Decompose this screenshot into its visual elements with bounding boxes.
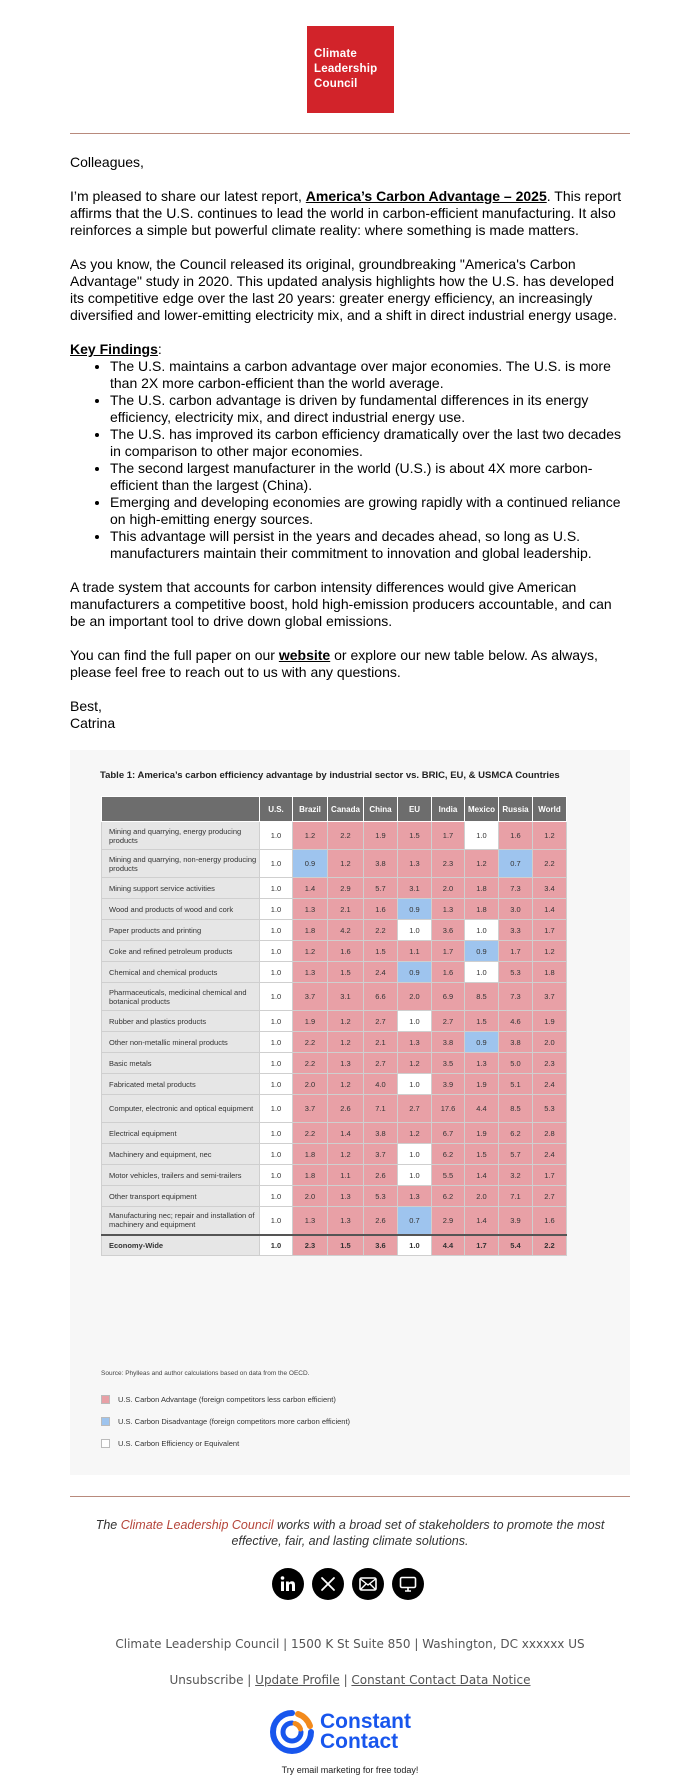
table-cell: 3.3 <box>499 920 533 941</box>
key-findings-list <box>70 358 630 562</box>
table-cell: 1.0 <box>260 1074 293 1095</box>
table-cell: 1.9 <box>465 1123 499 1144</box>
paragraph-trade: A trade system that accounts for carbon intensity differences would give American manufacturers a competitive boost, hold high-emission producers accountable, and can be an important tool to drive down global emissions. <box>70 579 612 629</box>
finding-item: • This advantage will persist in the years and decades ahead, so long as U.S. manufacturers maintain their commitment to innovation and global leadership. <box>110 528 630 562</box>
sector-label: Rubber and plastics products <box>102 1011 260 1032</box>
table-cell: 1.3 <box>293 899 328 920</box>
data-notice-link[interactable]: Constant Contact Data Notice <box>351 1673 531 1687</box>
email-body <box>70 154 630 732</box>
paragraph-website <box>70 647 630 681</box>
table-cell: 3.7 <box>364 1144 398 1165</box>
table-cell: 6.2 <box>432 1186 465 1207</box>
table-row <box>102 850 567 878</box>
table-cell: 1.2 <box>293 941 328 962</box>
table-cell: 3.5 <box>432 1053 465 1074</box>
table-cell: 1.4 <box>293 878 328 899</box>
table-cell: 1.8 <box>465 878 499 899</box>
table-header-country: U.S. <box>260 797 293 822</box>
table-cell: 3.4 <box>533 878 567 899</box>
table-row <box>102 1074 567 1095</box>
table-cell: 1.0 <box>398 1144 432 1165</box>
table-cell: 2.7 <box>364 1053 398 1074</box>
sector-label: Other transport equipment <box>102 1186 260 1207</box>
table-cell: 6.2 <box>499 1123 533 1144</box>
table-cell: 1.6 <box>499 822 533 850</box>
link-separator: | <box>339 1673 352 1687</box>
table-cell: 3.6 <box>432 920 465 941</box>
table-cell: 2.0 <box>293 1074 328 1095</box>
table-cell: 1.7 <box>465 1235 499 1256</box>
table-cell: 1.0 <box>398 1074 432 1095</box>
sector-label: Pharmaceuticals, medicinal chemical and botanical products <box>102 983 260 1011</box>
table-cell: 0.7 <box>398 1207 432 1235</box>
table-cell: 1.0 <box>260 1186 293 1207</box>
table-cell: 7.1 <box>364 1095 398 1123</box>
table-cell: 3.8 <box>364 1123 398 1144</box>
table-cell: 1.6 <box>432 962 465 983</box>
table-cell: 1.0 <box>260 1144 293 1165</box>
table-cell: 1.0 <box>260 1032 293 1053</box>
table-cell: 2.7 <box>364 1011 398 1032</box>
legend-equivalent <box>101 1439 239 1448</box>
table-header-sector <box>102 797 260 822</box>
key-findings-title: Key Findings <box>70 341 158 357</box>
table-cell: 1.0 <box>398 1235 432 1256</box>
report-link[interactable]: America’s Carbon Advantage – 2025 <box>305 188 547 204</box>
table-cell: 3.7 <box>533 983 567 1011</box>
table-cell: 1.3 <box>398 1032 432 1053</box>
table-cell: 1.0 <box>260 962 293 983</box>
table-cell: 2.2 <box>293 1053 328 1074</box>
table-cell: 1.2 <box>328 1074 364 1095</box>
table-cell: 2.0 <box>398 983 432 1011</box>
table-header-country: World <box>533 797 567 822</box>
table-cell: 0.9 <box>293 850 328 878</box>
legend-label: U.S. Carbon Advantage (foreign competitors less carbon efficient) <box>118 1395 336 1404</box>
table-source: Source: Phylleas and author calculations based on data from the OECD. <box>101 1370 310 1377</box>
table-cell: 5.3 <box>364 1186 398 1207</box>
table-cell: 2.6 <box>364 1207 398 1235</box>
table-row <box>102 1186 567 1207</box>
table-cell: 2.4 <box>533 1074 567 1095</box>
table-cell: 2.2 <box>364 920 398 941</box>
table-row <box>102 1207 567 1235</box>
table-cell: 1.2 <box>328 1144 364 1165</box>
legend-advantage <box>101 1395 336 1404</box>
table-cell: 1.0 <box>260 899 293 920</box>
table-cell: 2.2 <box>293 1123 328 1144</box>
table-cell: 4.4 <box>432 1235 465 1256</box>
table-cell: 2.0 <box>533 1032 567 1053</box>
table-cell: 1.0 <box>260 941 293 962</box>
table-cell: 2.1 <box>328 899 364 920</box>
table-cell: 1.0 <box>260 1011 293 1032</box>
table-cell: 1.7 <box>432 941 465 962</box>
table-cell: 1.2 <box>328 1032 364 1053</box>
table-row <box>102 1165 567 1186</box>
table-cell: 2.0 <box>293 1186 328 1207</box>
link-separator: | <box>243 1673 256 1687</box>
table-cell: 1.2 <box>328 1011 364 1032</box>
table-cell: 6.6 <box>364 983 398 1011</box>
table-cell: 5.7 <box>499 1144 533 1165</box>
table-cell: 1.7 <box>533 1165 567 1186</box>
table-cell: 5.7 <box>364 878 398 899</box>
legend-label: U.S. Carbon Disadvantage (foreign competitors more carbon efficient) <box>118 1417 351 1426</box>
cc-line-2: Contact <box>320 1730 399 1753</box>
table-cell: 1.2 <box>293 822 328 850</box>
table-cell: 1.5 <box>398 822 432 850</box>
table-cell: 2.7 <box>432 1011 465 1032</box>
header-divider <box>70 133 630 134</box>
table-cell: 2.4 <box>533 1144 567 1165</box>
table-cell: 17.6 <box>432 1095 465 1123</box>
table-cell: 0.7 <box>499 850 533 878</box>
table-cell: 2.0 <box>432 878 465 899</box>
sector-label: Economy-Wide <box>102 1235 260 1256</box>
table-row <box>102 822 567 850</box>
table-cell: 1.8 <box>465 899 499 920</box>
table-cell: 1.0 <box>398 920 432 941</box>
table-cell: 4.0 <box>364 1074 398 1095</box>
table-cell: 1.8 <box>533 962 567 983</box>
table-cell: 5.3 <box>533 1095 567 1123</box>
table-cell: 7.3 <box>499 983 533 1011</box>
table-cell: 3.9 <box>432 1074 465 1095</box>
table-cell: 6.9 <box>432 983 465 1011</box>
table-cell: 1.5 <box>364 941 398 962</box>
table-cell: 1.8 <box>293 920 328 941</box>
table-cell: 1.0 <box>260 1235 293 1256</box>
table-cell: 1.9 <box>293 1011 328 1032</box>
table-cell: 2.8 <box>533 1123 567 1144</box>
signature: Catrina <box>70 715 116 731</box>
finding-item: • The U.S. maintains a carbon advantage over major economies. The U.S. is more than 2X more carbon-efficient than the world average. <box>110 358 630 392</box>
table-cell: 6.2 <box>432 1144 465 1165</box>
table-title: Table 1: America’s carbon efficiency advantage by industrial sector vs. BRIC, EU, & USMCA Countries <box>100 770 560 781</box>
table-header-country: Mexico <box>465 797 499 822</box>
sector-label: Computer, electronic and optical equipment <box>102 1095 260 1123</box>
footer-org-name: Climate Leadership Council <box>120 1518 274 1532</box>
table-cell: 1.0 <box>260 850 293 878</box>
cc-line-1: Constant <box>320 1710 411 1733</box>
website-text-end: or explore our new table below. As always, please feel free to reach out to us with any questions. <box>70 647 598 680</box>
table-cell: 3.2 <box>499 1165 533 1186</box>
table-row <box>102 920 567 941</box>
table-cell: 2.2 <box>293 1032 328 1053</box>
table-row <box>102 1235 567 1256</box>
table-header-country: India <box>432 797 465 822</box>
greeting: Colleagues, <box>70 154 144 170</box>
sector-label: Mining and quarrying, energy producing products <box>102 822 260 850</box>
table-cell: 1.1 <box>328 1165 364 1186</box>
table-header-country: Canada <box>328 797 364 822</box>
table-cell: 3.0 <box>499 899 533 920</box>
legend-disadvantage <box>101 1417 350 1426</box>
sector-label: Chemical and chemical products <box>102 962 260 983</box>
table-cell: 3.9 <box>499 1207 533 1235</box>
table-cell: 1.7 <box>432 822 465 850</box>
linkedin-icon[interactable] <box>272 1568 304 1600</box>
constant-contact-wordmark <box>320 1712 411 1752</box>
key-findings-colon: : <box>157 341 162 357</box>
table-row <box>102 1123 567 1144</box>
table-header-row <box>102 797 567 822</box>
table-cell: 1.2 <box>533 941 567 962</box>
table-cell: 1.9 <box>364 822 398 850</box>
carbon-table-image <box>70 750 630 1475</box>
finding-item: • The U.S. has improved its carbon efficiency dramatically over the last two decades in comparison to other major economies. <box>110 426 630 460</box>
table-cell: 4.4 <box>465 1095 499 1123</box>
climate-leadership-council-logo[interactable] <box>307 26 394 113</box>
table-cell: 5.1 <box>499 1074 533 1095</box>
social-links <box>272 1568 424 1600</box>
table-cell: 2.2 <box>533 850 567 878</box>
unsubscribe-link[interactable]: Unsubscribe <box>169 1673 244 1687</box>
signoff: Best, <box>70 698 102 714</box>
table-header-country: Russia <box>499 797 533 822</box>
sector-label: Mining support service activities <box>102 878 260 899</box>
constant-contact-logo[interactable] <box>270 1707 435 1757</box>
table-cell: 1.3 <box>398 850 432 878</box>
sector-label: Motor vehicles, trailers and semi-trailers <box>102 1165 260 1186</box>
update-profile-link[interactable]: Update Profile <box>255 1673 340 1687</box>
table-cell: 5.0 <box>499 1053 533 1074</box>
table-cell: 1.3 <box>432 899 465 920</box>
table-cell: 1.3 <box>328 1053 364 1074</box>
website-icon[interactable] <box>392 1568 424 1600</box>
table-cell: 1.0 <box>465 822 499 850</box>
table-cell: 1.0 <box>260 1207 293 1235</box>
table-cell: 2.6 <box>328 1095 364 1123</box>
table-cell: 3.1 <box>398 878 432 899</box>
table-cell: 1.0 <box>260 822 293 850</box>
table-cell: 1.0 <box>398 1165 432 1186</box>
table-row <box>102 1095 567 1123</box>
table-cell: 1.0 <box>260 920 293 941</box>
table-cell: 7.3 <box>499 878 533 899</box>
finding-item: • The U.S. carbon advantage is driven by fundamental differences in its energy efficiency, electricity mix, and direct industrial energy use. <box>110 392 630 426</box>
table-cell: 0.9 <box>398 962 432 983</box>
sector-label: Coke and refined petroleum products <box>102 941 260 962</box>
table-cell: 1.2 <box>398 1053 432 1074</box>
table-cell: 1.0 <box>260 1053 293 1074</box>
footer-address: Climate Leadership Council | 1500 K St Suite 850 | Washington, DC xxxxxx US <box>115 1637 585 1651</box>
table-header-country: China <box>364 797 398 822</box>
table-cell: 1.3 <box>465 1053 499 1074</box>
table-cell: 1.3 <box>398 1186 432 1207</box>
footer-links <box>70 1673 630 1687</box>
table-cell: 1.2 <box>398 1123 432 1144</box>
table-cell: 0.9 <box>398 899 432 920</box>
sector-label: Basic metals <box>102 1053 260 1074</box>
table-row <box>102 962 567 983</box>
table-cell: 3.7 <box>293 983 328 1011</box>
table-cell: 1.0 <box>260 983 293 1011</box>
paragraph-intro <box>70 188 630 239</box>
table-cell: 1.3 <box>293 1207 328 1235</box>
table-cell: 8.5 <box>465 983 499 1011</box>
table-cell: 5.4 <box>499 1235 533 1256</box>
footer-divider <box>70 1496 630 1497</box>
table-cell: 2.9 <box>328 878 364 899</box>
table-cell: 1.1 <box>398 941 432 962</box>
table-cell: 1.6 <box>328 941 364 962</box>
table-cell: 2.0 <box>465 1186 499 1207</box>
table-cell: 7.1 <box>499 1186 533 1207</box>
table-cell: 1.0 <box>260 1095 293 1123</box>
table-cell: 3.8 <box>499 1032 533 1053</box>
sector-label: Machinery and equipment, nec <box>102 1144 260 1165</box>
finding-item: • Emerging and developing economies are growing rapidly with a continued reliance on high-emitting energy sources. <box>110 494 630 528</box>
sector-label: Manufacturing nec; repair and installation of machinery and equipment <box>102 1207 260 1235</box>
table-cell: 1.3 <box>328 1207 364 1235</box>
table-cell: 1.0 <box>465 962 499 983</box>
sector-label: Paper products and printing <box>102 920 260 941</box>
table-cell: 2.3 <box>432 850 465 878</box>
table-cell: 8.5 <box>499 1095 533 1123</box>
table-cell: 3.8 <box>364 850 398 878</box>
legend-swatch-disadvantage <box>101 1417 110 1426</box>
key-findings-heading <box>70 341 630 358</box>
sector-label: Wood and products of wood and cork <box>102 899 260 920</box>
legend-swatch-equivalent <box>101 1439 110 1448</box>
logo-line-2: Leadership <box>314 63 378 75</box>
logo-line-1: Climate <box>314 48 357 60</box>
table-row <box>102 1053 567 1074</box>
table-cell: 2.4 <box>364 962 398 983</box>
x-icon[interactable] <box>312 1568 344 1600</box>
paragraph-background: As you know, the Council released its original, groundbreaking "America's Carbon Advantage" study in 2020. This updated analysis highlights how the U.S. has developed its competitive edge over the last 20 years: greater energy efficiency, an increasingly diversified and lower-emitting electricity mix, and a shift in direct industrial energy usage. <box>70 256 618 323</box>
table-cell: 0.9 <box>465 941 499 962</box>
table-cell: 1.3 <box>328 1186 364 1207</box>
table-cell: 1.0 <box>260 1123 293 1144</box>
table-cell: 1.4 <box>328 1123 364 1144</box>
table-cell: 1.6 <box>364 899 398 920</box>
table-cell: 1.6 <box>533 1207 567 1235</box>
table-cell: 1.9 <box>533 1011 567 1032</box>
sector-label: Mining and quarrying, non-energy producing products <box>102 850 260 878</box>
table-row <box>102 983 567 1011</box>
table-row <box>102 899 567 920</box>
table-cell: 1.8 <box>293 1165 328 1186</box>
website-link[interactable]: website <box>278 647 331 663</box>
table-row <box>102 1032 567 1053</box>
table-cell: 3.7 <box>293 1095 328 1123</box>
table-cell: 1.2 <box>465 850 499 878</box>
table-row <box>102 941 567 962</box>
legend-swatch-advantage <box>101 1395 110 1404</box>
table-cell: 4.2 <box>328 920 364 941</box>
table-row <box>102 878 567 899</box>
table-cell: 2.2 <box>328 822 364 850</box>
table-cell: 1.8 <box>293 1144 328 1165</box>
table-cell: 1.4 <box>533 899 567 920</box>
logo-line-3: Council <box>314 78 358 90</box>
table-cell: 1.3 <box>293 962 328 983</box>
table-body <box>102 822 567 1256</box>
website-text-start: You can find the full paper on our <box>70 647 279 663</box>
table-cell: 1.2 <box>533 822 567 850</box>
intro-text-end: . This report affirms that the U.S. continues to lead the world in carbon-efficient manufacturing. It also reinforces a simple but powerful climate reality: where something is made matters. <box>70 188 622 238</box>
table-cell: 5.3 <box>499 962 533 983</box>
table-cell: 1.5 <box>328 1235 364 1256</box>
sector-label: Electrical equipment <box>102 1123 260 1144</box>
table-cell: 1.4 <box>465 1165 499 1186</box>
intro-text-start: I’m pleased to share our latest report, <box>70 188 306 204</box>
table-cell: 1.5 <box>465 1144 499 1165</box>
table-cell: 3.1 <box>328 983 364 1011</box>
footer-rest: works with a broad set of stakeholders to promote the most effective, fair, and lasting climate solutions. <box>231 1518 605 1548</box>
constant-contact-mark-icon <box>270 1710 314 1754</box>
constant-contact-tagline[interactable]: Try email marketing for free today! <box>281 1765 419 1775</box>
table-cell: 1.5 <box>328 962 364 983</box>
table-cell: 2.7 <box>533 1186 567 1207</box>
finding-item: • The second largest manufacturer in the world (U.S.) is about 4X more carbon-efficient than the largest (China). <box>110 460 630 494</box>
sector-label: Fabricated metal products <box>102 1074 260 1095</box>
table-cell: 2.2 <box>533 1235 567 1256</box>
table-cell: 3.8 <box>432 1032 465 1053</box>
table-cell: 1.7 <box>533 920 567 941</box>
table-cell: 1.7 <box>499 941 533 962</box>
table-cell: 2.7 <box>398 1095 432 1123</box>
table-cell: 1.4 <box>465 1207 499 1235</box>
table-cell: 1.0 <box>398 1011 432 1032</box>
table-cell: 1.0 <box>260 1165 293 1186</box>
legend-label: U.S. Carbon Efficiency or Equivalent <box>118 1439 240 1448</box>
sector-label: Other non-metallic mineral products <box>102 1032 260 1053</box>
table-cell: 5.5 <box>432 1165 465 1186</box>
footer-mission <box>70 1517 630 1549</box>
table-row <box>102 1011 567 1032</box>
email-icon[interactable] <box>352 1568 384 1600</box>
table-cell: 2.1 <box>364 1032 398 1053</box>
table-cell: 4.6 <box>499 1011 533 1032</box>
table-cell: 1.0 <box>465 920 499 941</box>
table-cell: 2.9 <box>432 1207 465 1235</box>
table-cell: 1.5 <box>465 1011 499 1032</box>
table-row <box>102 1144 567 1165</box>
footer-lead: The <box>95 1518 121 1532</box>
table-cell: 3.6 <box>364 1235 398 1256</box>
table-cell: 1.9 <box>465 1074 499 1095</box>
carbon-efficiency-table <box>101 796 567 1256</box>
table-header-country: Brazil <box>293 797 328 822</box>
table-cell: 0.9 <box>465 1032 499 1053</box>
table-cell: 2.3 <box>533 1053 567 1074</box>
table-cell: 1.0 <box>260 878 293 899</box>
table-header-country: EU <box>398 797 432 822</box>
table-cell: 1.2 <box>328 850 364 878</box>
table-cell: 6.7 <box>432 1123 465 1144</box>
table-cell: 2.3 <box>293 1235 328 1256</box>
table-cell: 2.6 <box>364 1165 398 1186</box>
